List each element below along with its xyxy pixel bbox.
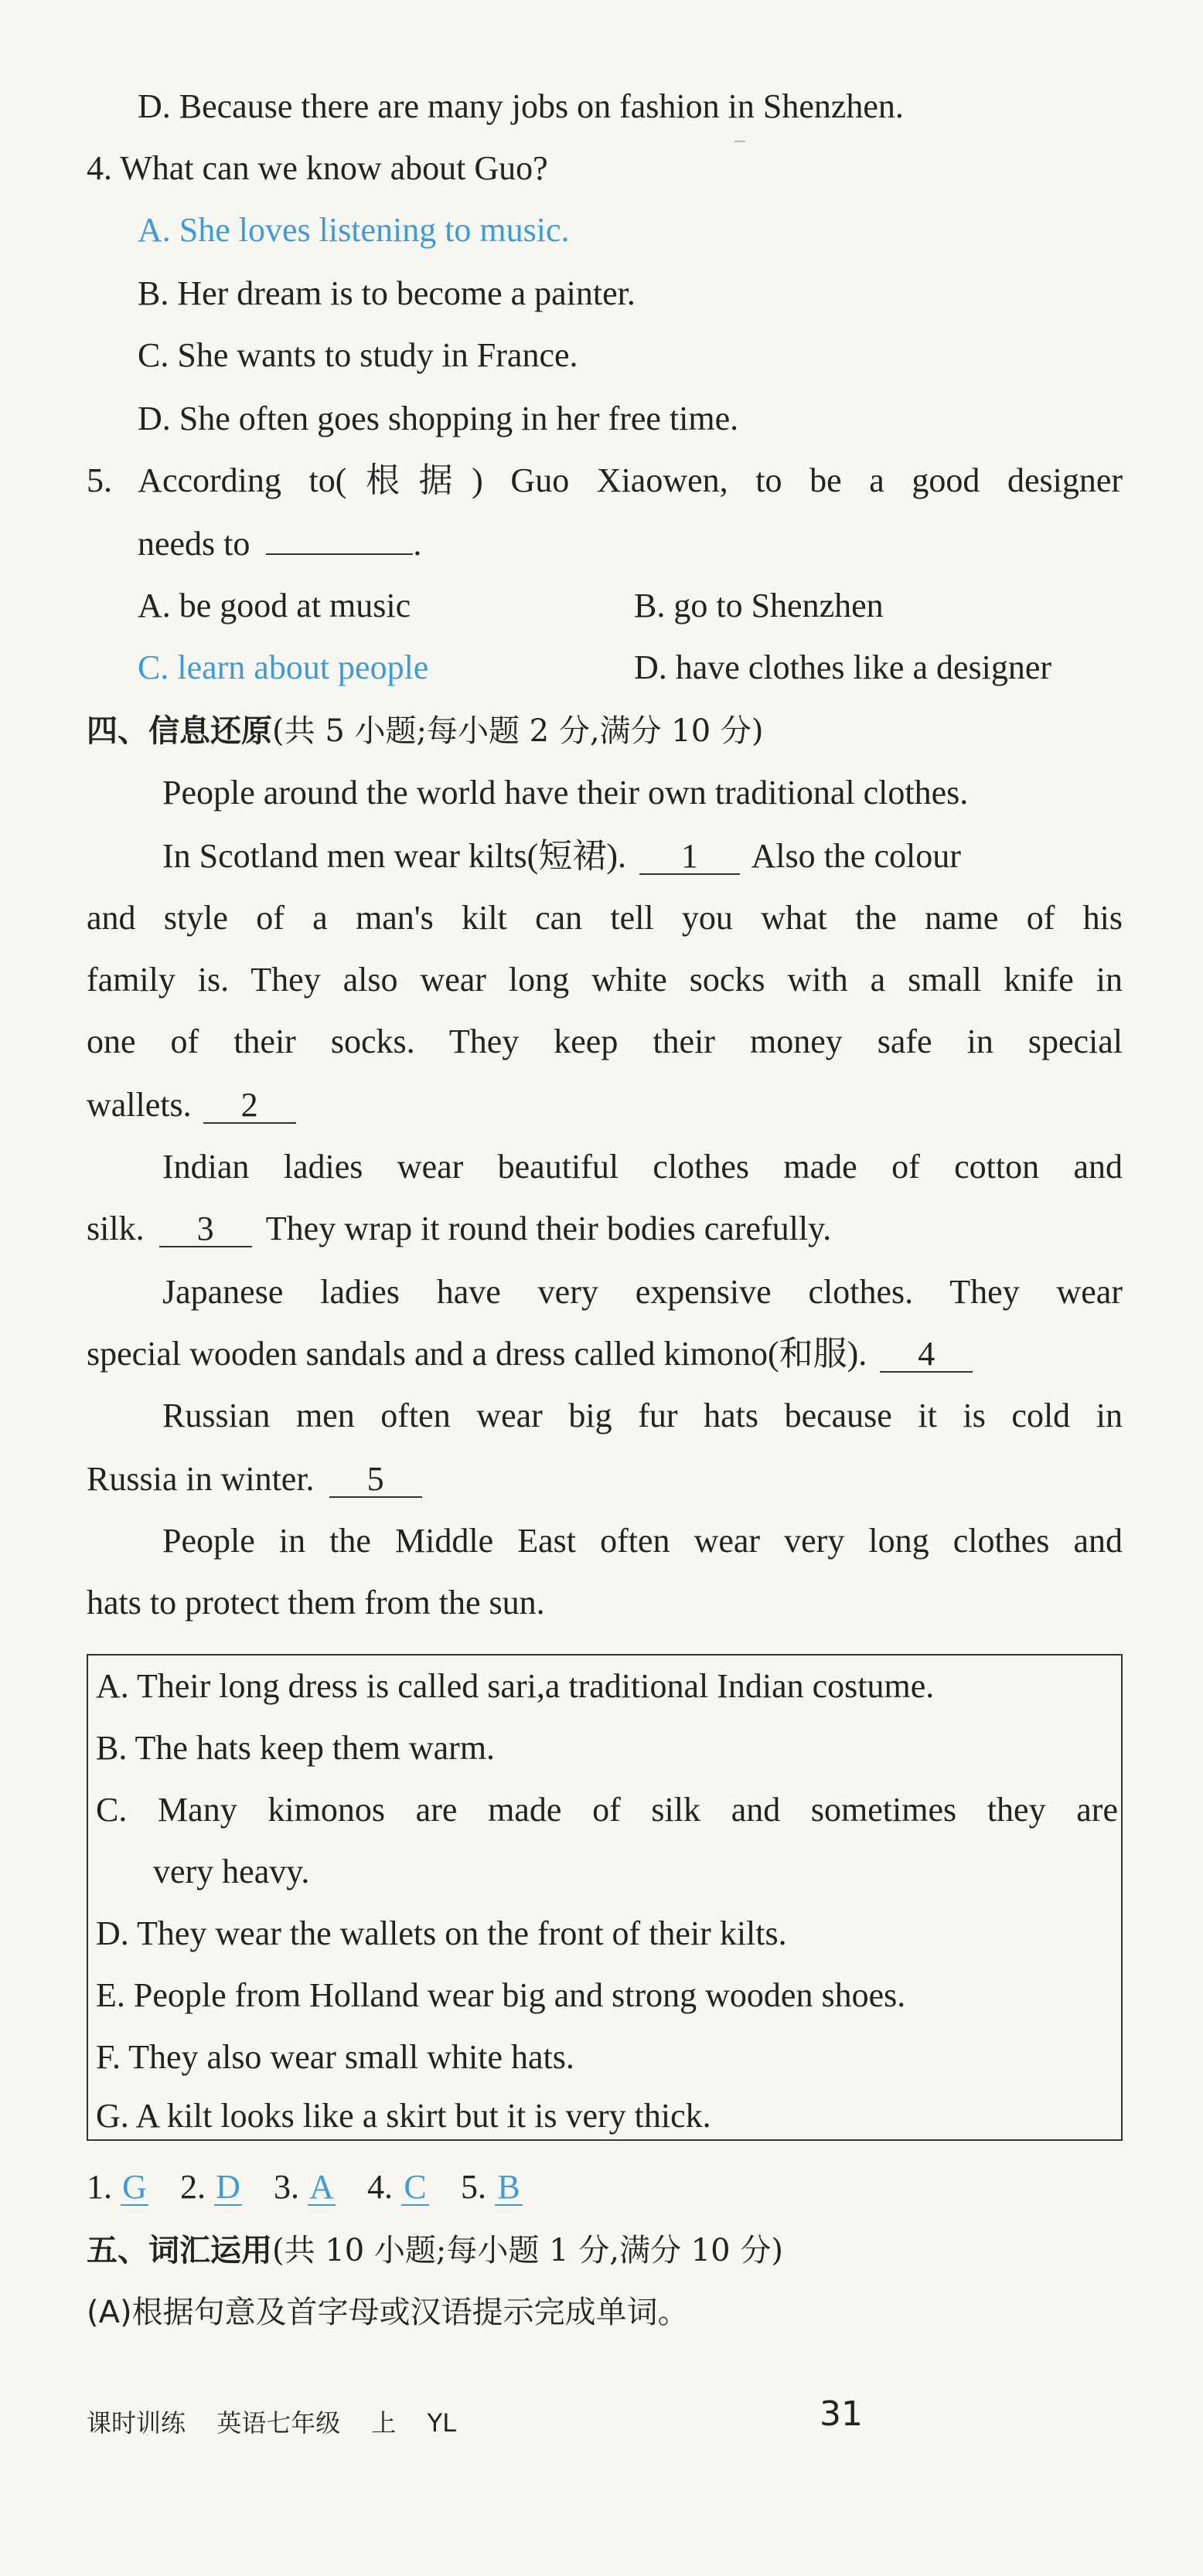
passage-p2-f: wallets.: [87, 1086, 192, 1124]
passage-p3-b: silk.: [87, 1210, 145, 1247]
q5-option-d: D. have clothes like a designer: [634, 648, 1052, 686]
answer-5-val: B: [495, 2170, 523, 2206]
q5-stem-line2: [138, 519, 421, 567]
answer-5: [461, 2164, 523, 2210]
answer-1-num: 1.: [87, 2168, 112, 2206]
passage-p3-c: They wrap it round their bodies carefully.: [265, 1210, 832, 1247]
passage-p4-b: special wooden sandals and a dress called kimono(和服).: [87, 1335, 867, 1373]
blank-4: 4: [880, 1337, 973, 1373]
footer-subject: 英语七年级: [216, 2408, 341, 2438]
box-option-c-line2: very heavy.: [153, 1853, 310, 1890]
footer-series: 课时训练: [87, 2408, 186, 2438]
q5-option-a: A. be good at music: [138, 587, 411, 624]
q4-option-b: B. Her dream is to become a painter.: [138, 274, 636, 312]
q5-option-c: C. learn about people: [138, 648, 429, 686]
box-option-e: E. People from Holland wear big and strong wooden shoes.: [96, 1976, 906, 2014]
passage-p1: People around the world have their own traditional clothes.: [162, 774, 969, 812]
q5-answer-blank: [266, 519, 413, 555]
answer-1: [87, 2164, 148, 2210]
q4-option-c: C. She wants to study in France.: [138, 336, 578, 374]
answer-2-num: 2.: [180, 2168, 206, 2206]
page-number: 31: [820, 2394, 863, 2434]
q5-stem-text: needs to: [138, 525, 250, 563]
q5-option-b: B. go to Shenzhen: [634, 587, 884, 624]
section4-heading: [87, 708, 764, 754]
answer-5-num: 5.: [461, 2168, 486, 2206]
passage-p2-line2: and style of a man's kilt can tell you what the name of his: [87, 899, 1123, 937]
q5-stem-line1: 5. According to(根据) Guo Xiaowen, to be a good designer: [87, 461, 1123, 499]
passage-p2-line5: [87, 1082, 296, 1128]
answer-4-val: C: [401, 2170, 429, 2206]
blank-5: 5: [329, 1462, 422, 1498]
q4-stem: 4. What can we know about Guo?: [87, 149, 548, 187]
passage-p2-b: Also the colour: [751, 837, 961, 875]
box-option-c-line1: C. Many kimonos are made of silk and sometimes they are: [96, 1791, 1118, 1829]
answer-4-num: 4.: [367, 2168, 393, 2206]
options-box: [87, 1654, 1123, 2141]
passage-p4-line2: [87, 1331, 973, 1377]
section5-part-a: (A)根据句意及首字母或汉语提示完成单词。: [87, 2295, 689, 2330]
page-footer: [87, 2404, 479, 2439]
answer-1-val: G: [121, 2170, 148, 2206]
answer-3: [274, 2164, 336, 2210]
section5-heading: [87, 2227, 783, 2274]
passage-p2-line4: one of their socks. They keep their money safe in special: [87, 1023, 1123, 1060]
answers-row: [87, 2164, 546, 2210]
answer-2-val: D: [214, 2170, 242, 2206]
q5-stem-end: .: [413, 525, 422, 563]
passage-p6-line2: hats to protect them from the sun.: [87, 1584, 545, 1621]
box-option-b: B. The hats keep them warm.: [96, 1729, 496, 1767]
section5-subtitle: (共 10 小题;每小题 1 分,满分 10 分): [272, 2233, 783, 2268]
box-option-f: F. They also wear small white hats.: [96, 2038, 574, 2076]
section4-title: 四、信息还原: [87, 713, 272, 749]
footer-edition: YL: [427, 2408, 456, 2438]
blank-2: 2: [203, 1088, 296, 1124]
answer-3-val: A: [308, 2170, 336, 2206]
stray-mark: [734, 141, 745, 142]
passage-p5-b: Russia in winter.: [87, 1460, 315, 1498]
footer-volume: 上: [371, 2408, 397, 2438]
passage-p5-line1: Russian men often wear big fur hats because it is cold in: [162, 1397, 1123, 1434]
section4-subtitle: (共 5 小题;每小题 2 分,满分 10 分): [272, 713, 764, 749]
q4-option-a: A. She loves listening to music.: [138, 211, 570, 249]
box-option-d: D. They wear the wallets on the front of their kilts.: [96, 1914, 787, 1952]
answer-4: [367, 2164, 429, 2210]
blank-1: 1: [639, 839, 740, 875]
passage-p2-line1: [162, 833, 961, 880]
box-option-g: G. A kilt looks like a skirt but it is very thick.: [96, 2097, 711, 2135]
answer-3-num: 3.: [274, 2168, 299, 2206]
passage-p3-line2: [87, 1206, 831, 1252]
q4-option-d: D. She often goes shopping in her free time.: [138, 400, 739, 437]
passage-p3-line1: Indian ladies wear beautiful clothes made of cotton and: [162, 1148, 1123, 1186]
answer-2: [180, 2164, 242, 2210]
passage-p5-line2: [87, 1456, 422, 1502]
section5-title: 五、词汇运用: [87, 2233, 272, 2268]
box-option-a: A. Their long dress is called sari,a traditional Indian costume.: [96, 1667, 935, 1705]
blank-3: 3: [159, 1212, 252, 1247]
passage-p4-line1: Japanese ladies have very expensive clothes. They wear: [162, 1273, 1123, 1311]
passage-p2-a: In Scotland men wear kilts(短裙).: [162, 837, 626, 875]
q3-option-d: D. Because there are many jobs on fashion in Shenzhen.: [138, 87, 904, 125]
passage-p2-line3: family is. They also wear long white socks with a small knife in: [87, 961, 1123, 999]
passage-p6-line1: People in the Middle East often wear very long clothes and: [162, 1522, 1123, 1560]
